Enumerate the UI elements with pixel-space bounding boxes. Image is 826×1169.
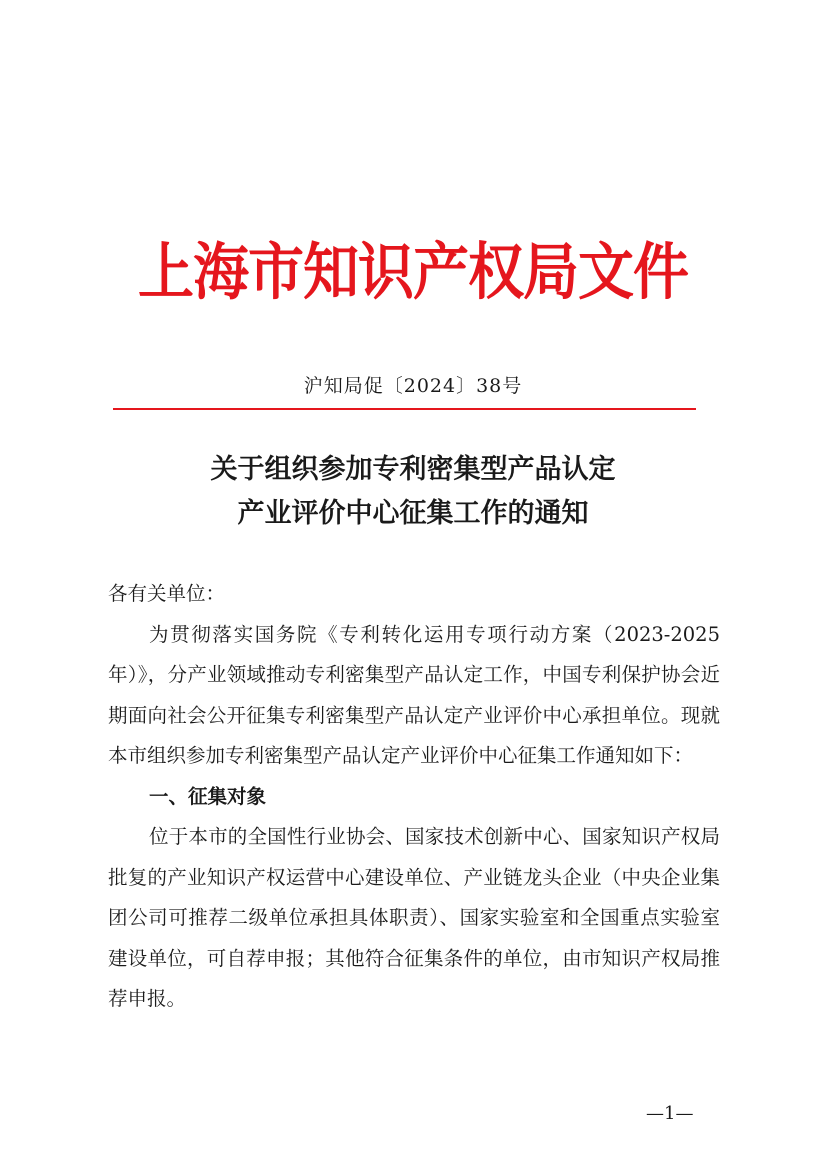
paragraph-intro: 为贯彻落实国务院《专利转化运用专项行动方案（2023-2025年）》，分产业领域推动专利密集型产品认定工作，中国专利保护协会近期面向社会公开征集专利密集型产品认定产业评价中心承担单位。现就本市组织参加专利密集型产品认定产业评价中心征集工作通知如下：: [108, 622, 720, 767]
notice-title-line-2: 产业评价中心征集工作的通知: [237, 498, 589, 529]
page-number: —1—: [646, 1103, 694, 1124]
salutation: 各有关单位：: [108, 582, 226, 605]
red-separator-line: [113, 408, 696, 410]
masthead-title: 上海市知识产权局文件: [138, 235, 688, 309]
section-heading-1: 一、征集对象: [149, 784, 267, 808]
notice-title: [0, 448, 826, 536]
paragraph-eligibility: 位于本市的全国性行业协会、国家技术创新中心、国家知识产权局批复的产业知识产权运营中心建设单位、产业链龙头企业（中央企业集团公司可推荐二级单位承担具体职责）、国家实验室和全国重点实验室建设单位，可自荐申报；其他符合征集条件的单位，由市知识产权局推荐申报。: [108, 825, 720, 1010]
notice-title-line-1: 关于组织参加专利密集型产品认定: [210, 454, 616, 485]
document-body: [108, 574, 720, 1020]
document-number: 沪知局促〔2024〕38号: [303, 375, 523, 397]
